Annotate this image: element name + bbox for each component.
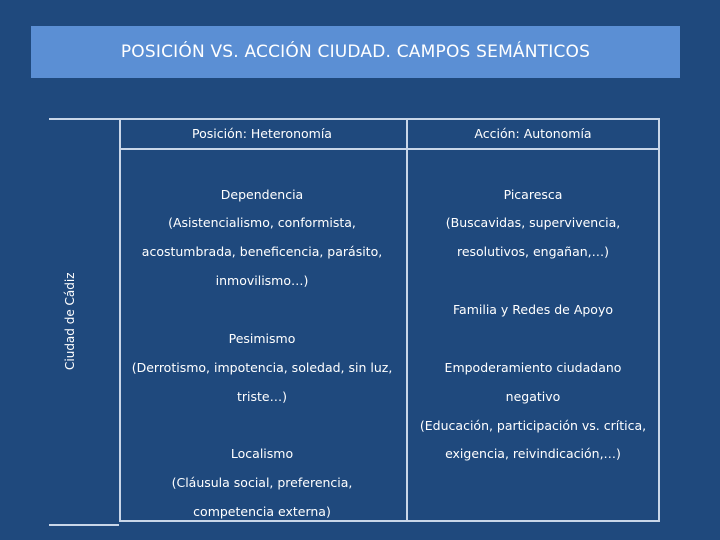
term-pesimismo: Pesimismo [228,331,296,346]
term-empoderamiento-detail-1: negativo [505,389,561,404]
term-picaresca: Picaresca [503,187,563,202]
term-empoderamiento: Empoderamiento ciudadano [444,360,622,375]
right-column-header: Acción: Autonomía [474,126,592,141]
term-localismo-detail-1: (Cláusula social, preferencia, [171,475,353,490]
term-familia: Familia y Redes de Apoyo [452,302,614,317]
term-pesimismo-detail-2: triste…) [237,389,287,404]
term-picaresca-detail-1: (Buscavidas, supervivencia, [445,215,621,230]
term-empoderamiento-detail-3: exigencia, reivindicación,…) [445,446,621,461]
term-dependencia: Dependencia [220,187,304,202]
term-localismo-detail-2: competencia externa) [193,504,331,519]
page-title: POSICIÓN VS. ACCIÓN CIUDAD. CAMPOS SEMÁNTICOS [120,42,591,62]
term-pesimismo-detail-1: (Derrotismo, impotencia, soledad, sin luz, [131,360,393,375]
term-dependencia-detail-1: (Asistencialismo, conformista, [168,215,356,230]
term-dependencia-detail-3: inmovilismo…) [215,273,309,288]
table-frame [119,118,660,522]
term-empoderamiento-detail-2: (Educación, participación vs. crítica, [419,418,647,433]
side-label: Ciudad de Cádiz [63,272,77,370]
term-dependencia-detail-2: acostumbrada, beneficencia, parásito, [141,244,383,259]
column-divider [406,118,408,522]
term-localismo: Localismo [230,446,294,461]
header-divider [119,148,660,150]
title-bar [31,26,680,78]
left-column-header: Posición: Heteronomía [192,126,332,141]
term-picaresca-detail-2: resolutivos, engañan,…) [456,244,610,259]
side-label-box [49,118,119,526]
